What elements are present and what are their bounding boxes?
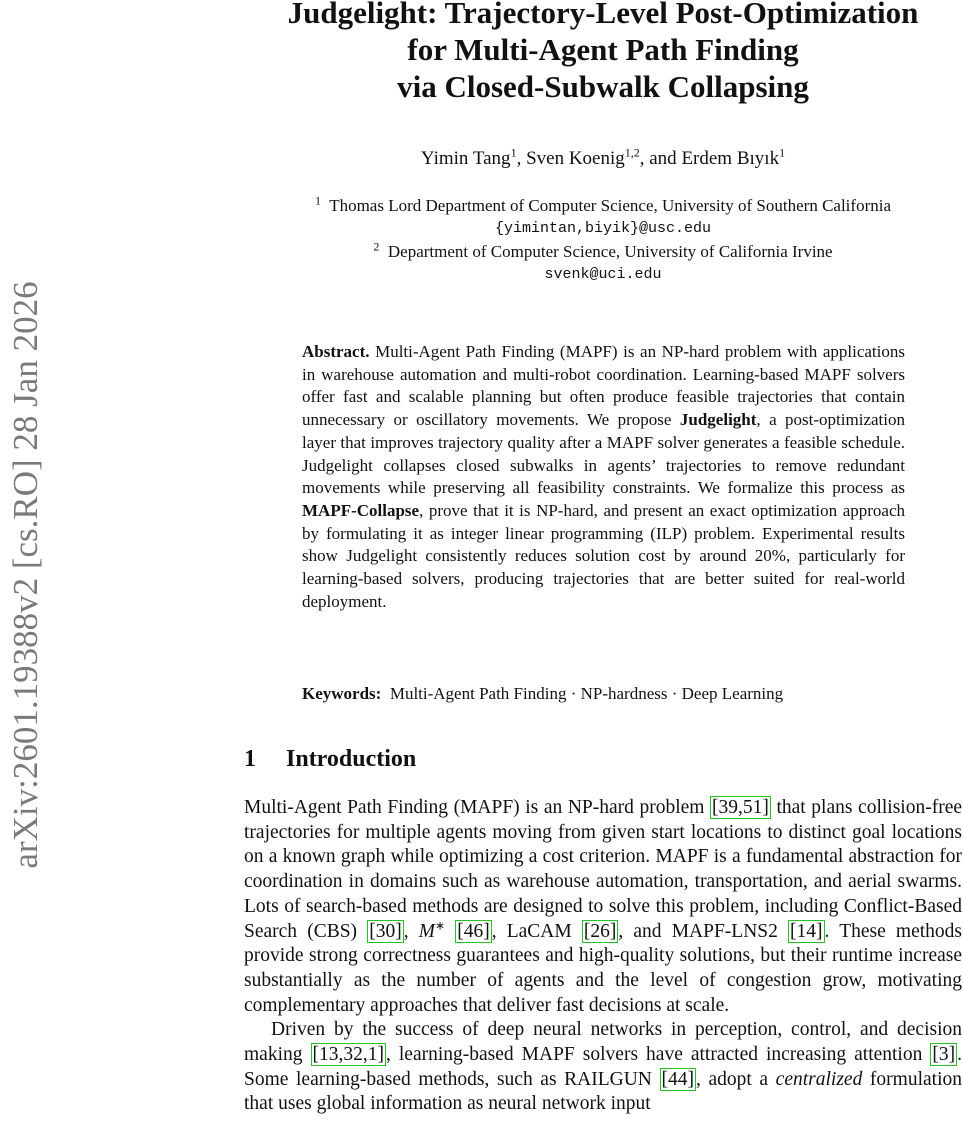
body-text bbox=[445, 921, 455, 942]
body-text: Driven by the success of deep neural networks in perception, control, and decision making bbox=[244, 1019, 962, 1066]
body-text: that plans collision-free trajectories for multiple agents moving from given start locations to distinct goal locations on a known graph while optimizing a cost criterion. MAPF is a fundamental abstraction for coordination in domains such as warehouse automation, transportation, and aerial swarms. Lots of search-based methods are designed to solve this problem, including Conflict-Based Search (CBS) bbox=[244, 797, 962, 942]
abstract-text: , prove that it is NP-hard, and present an exact optimization approach by formulating it as integer linear programming (ILP) problem. Experimental results show Judgelight consistently reduces solution cost by around 20%, particularly for learning-based solvers, producing trajectories that are better suited for real-world deployment. bbox=[302, 500, 905, 611]
body-text: , and MAPF-LNS2 bbox=[618, 920, 789, 942]
abstract-label: Abstract. bbox=[302, 342, 370, 361]
body-text: , adopt a bbox=[696, 1068, 776, 1090]
body-text: Multi-Agent Path Finding (MAPF) is an NP-hard problem bbox=[244, 797, 711, 818]
body-text: , LaCAM bbox=[491, 920, 582, 942]
body-text: , learning-based MAPF solvers have attracted increasing attention bbox=[386, 1044, 931, 1066]
citation-link[interactable]: [26] bbox=[583, 920, 617, 942]
author-connector: , and bbox=[639, 148, 682, 169]
affil-mark: 2 bbox=[373, 239, 380, 254]
affiliation-2 bbox=[244, 240, 962, 263]
citation-link[interactable]: [3] bbox=[932, 1044, 956, 1066]
body-text: , bbox=[403, 920, 419, 942]
affiliation-2-text: Department of Computer Science, University of California Irvine bbox=[387, 242, 833, 261]
abstract-text: , a post-optimization layer that improves trajectory quality after a MAPF solver generates a feasible schedule. Judgelight collapses closed subwalks in agents’ trajectories to remove redundant movements while preserving all feasibility constraints. We formalize this process as bbox=[302, 410, 905, 498]
abstract-bold-term: MAPF-Collapse bbox=[302, 500, 420, 520]
math-superscript: ∗ bbox=[434, 918, 446, 933]
paper-title bbox=[244, 0, 962, 105]
keywords-label: Keywords: bbox=[302, 684, 382, 703]
author-list: Yimin Tang$^1$, Sven Koenig$^{1,2}$, and Erdem Bıyık$^1$ bbox=[420, 145, 786, 169]
title-line-3: via Closed-Subwalk Collapsing bbox=[397, 69, 809, 104]
author-affil-mark: 1 bbox=[510, 145, 517, 160]
section-number: 1 bbox=[244, 746, 256, 772]
keywords-text: Multi-Agent Path Finding · NP-hardness · Deep Learning bbox=[389, 684, 784, 703]
citation-link[interactable]: [44] bbox=[661, 1068, 694, 1090]
section-title: Introduction bbox=[286, 746, 417, 772]
affil-mark: 1 bbox=[314, 193, 321, 208]
title-line-2: for Multi-Agent Path Finding bbox=[407, 32, 799, 67]
title-line-1: Judgelight: Trajectory-Level Post-Optimization bbox=[287, 0, 919, 30]
abstract-bold-term: Judgelight bbox=[679, 410, 757, 430]
affiliation-2-email: svenk@uci.edu bbox=[544, 266, 662, 283]
citation-link[interactable]: [46] bbox=[457, 920, 490, 942]
affiliations bbox=[244, 194, 962, 286]
affiliation-1-email: {yimintan,biyik}@usc.edu bbox=[494, 220, 712, 237]
affiliation-1-text: Thomas Lord Department of Computer Science, University of Southern California bbox=[329, 196, 891, 215]
body-text: . Some learning-based methods, such as RAILGUN bbox=[244, 1044, 962, 1090]
affiliation-1 bbox=[244, 194, 962, 217]
arxiv-identifier: arXiv:2601.19388v2 [cs.RO] 28 Jan 2026 bbox=[6, 281, 45, 869]
citation-link[interactable]: [30] bbox=[369, 920, 402, 942]
emphasized-term: centralized bbox=[775, 1068, 863, 1090]
keywords bbox=[302, 684, 942, 704]
abstract-text: Multi-Agent Path Finding (MAPF) is an NP-hard problem with applications in warehouse automation and multi-robot coordination. Learning-based MAPF solvers offer fast and scalable planning but often produce feasible trajectories that contain unnecessary or oscillatory movements. We propose bbox=[302, 342, 905, 430]
author-name: Erdem Bıyık bbox=[681, 148, 780, 169]
math-symbol: M bbox=[418, 920, 435, 942]
citation-link[interactable]: [13,32,1] bbox=[312, 1044, 384, 1066]
introduction-body bbox=[244, 796, 962, 1117]
section-heading bbox=[244, 746, 416, 773]
author-affil-mark: 1 bbox=[779, 145, 786, 160]
citation-link[interactable]: [14] bbox=[790, 920, 823, 942]
author-affil-mark: 1,2 bbox=[624, 145, 640, 160]
intro-paragraph-1 bbox=[244, 796, 962, 1018]
intro-paragraph-2 bbox=[244, 1018, 962, 1117]
abstract bbox=[302, 341, 905, 613]
arxiv-side-stamp bbox=[0, 190, 52, 960]
author-name: Sven Koenig bbox=[526, 148, 625, 169]
citation-link[interactable]: [39,51] bbox=[712, 797, 769, 818]
body-text: formulation that uses global information as neural network input bbox=[244, 1068, 962, 1115]
author-name: Yimin Tang bbox=[420, 148, 511, 169]
body-text: . These methods provide strong correctness guarantees and high-quality solutions, but their runtime increase substantially as the number of agents and the level of congestion grow, motivating complementary approaches that deliver fast decisions at scale. bbox=[244, 920, 963, 1016]
